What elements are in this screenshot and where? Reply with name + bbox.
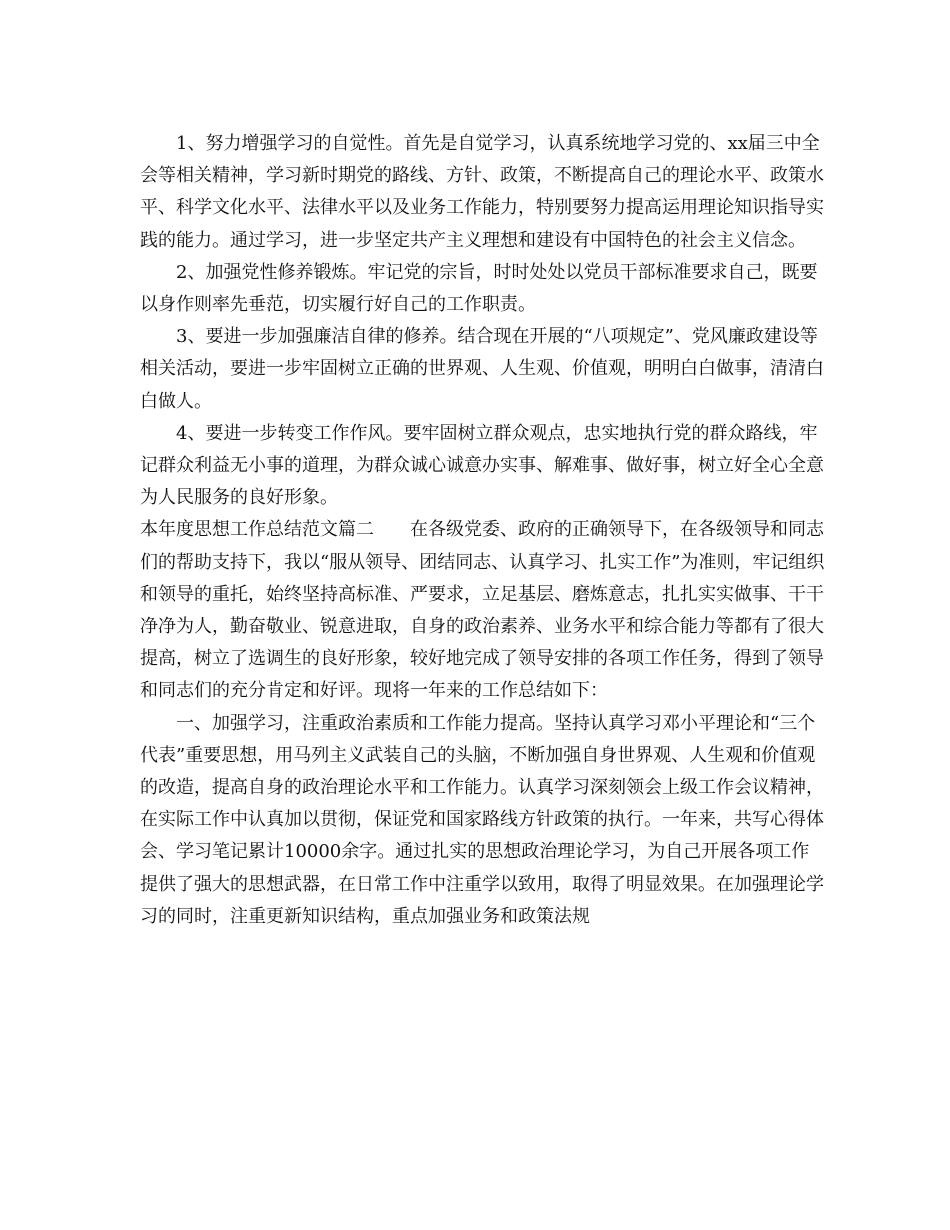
section-two-gap [374, 519, 410, 540]
paragraph-item-3: 3、要进一步加强廉洁自律的修养。结合现在开展的“八项规定”、党风廉政建设等相关活动，要进一步牢固树立正确的世界观、人生观、价值观，明明白白做事，清清白白做人。 [140, 326, 824, 412]
section-two-paragraph [140, 514, 826, 707]
paragraph-item-4: 4、要进一步转变工作作风。要牢固树立群众观点，忠实地执行党的群众路线，牢记群众利益无小事的道理，为群众诚心诚意办实事、解难事、做好事，树立好全心全意为人民服务的良好形象。 [140, 422, 824, 509]
paragraph-item-2: 2、加强党性修养锻炼。牢记党的宗旨，时时处处以党员干部标准要求自己，既要以身作则率先垂范，切实履行好自己的工作职责。 [140, 261, 818, 316]
section-two-body: 在各级党委、政府的正确领导下，在各级领导和同志们的帮助支持下，我以“服从领导、团结同志、认真学习、扎实工作”为准则，牢记组织和领导的重托，始终坚持高标准、严要求，立足基层、磨炼意志，扎扎实实做事、干干净净为人，勤奋敬业、锐意进取，自身的政治素养、业务水平和综合能力等都有了很大提高，树立了选调生的良好形象，较好地完成了领导安排的各项工作任务，得到了领导和同志们的充分肯定和好评。现将一年来的工作总结如下： [140, 519, 825, 702]
paragraph-item-1: 1、努力增强学习的自觉性。首先是自觉学习，认真系统地学习党的、xx届三中全会等相关精神，学习新时期党的路线、方针、政策，不断提高自己的理论水平、政策水平、科学文化水平、法律水平以及业务工作能力，特别要努力提高运用理论知识指导实践的能力。通过学习，进一步坚定共产主义理想和建设有中国特色的社会主义信念。 [140, 133, 824, 251]
paragraph-item-6: 一、加强学习，注重政治素质和工作能力提高。坚持认真学习邓小平理论和“三个代表”重要思想，用马列主义武装自己的头脑，不断加强自身世界观、人生观和价值观的改造，提高自身的政治理论水平和工作能力。认真学习深刻领会上级工作会议精神，在实际工作中认真加以贯彻，保证党和国家路线方针政策的执行。一年来，共写心得体会、学习笔记累计10000余字。通过扎实的思想政治理论学习，为自己开展各项工作提供了强大的思想武器，在日常工作中注重学以致用，取得了明显效果。在加强理论学习的同时，注重更新知识结构，重点加强业务和政策法规 [140, 712, 824, 927]
document-body [140, 128, 826, 933]
section-two-title: 本年度思想工作总结范文篇二 [140, 519, 374, 541]
